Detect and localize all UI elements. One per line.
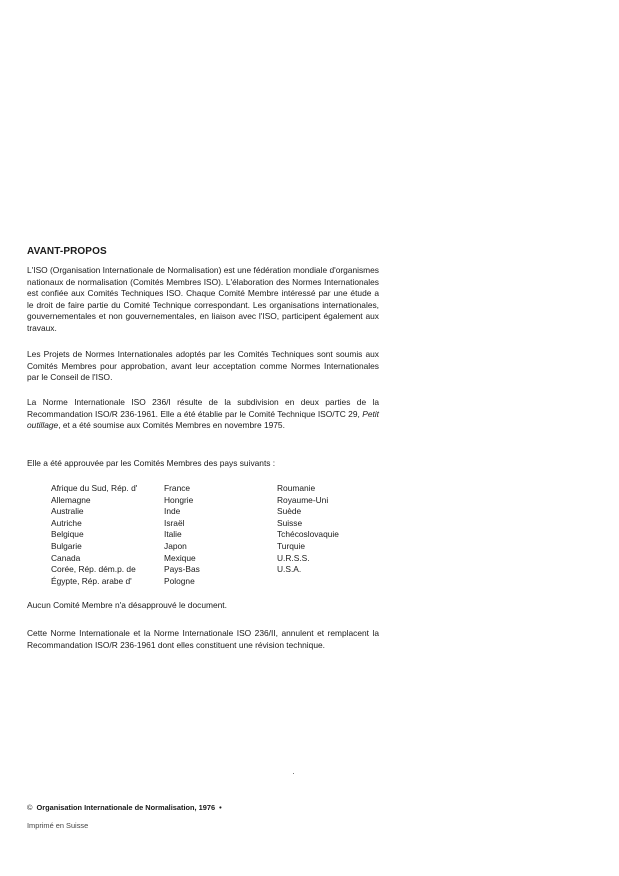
country-item: Israël <box>164 517 185 528</box>
section-heading: AVANT-PROPOS <box>27 246 107 257</box>
country-item: Tchécoslovaquie <box>277 529 339 540</box>
country-item: Belgique <box>51 529 84 540</box>
country-column-2 <box>164 483 200 587</box>
country-item: U.R.S.S. <box>277 552 310 563</box>
country-item: Roumanie <box>277 483 316 493</box>
paragraph-draft-standards: Les Projets de Normes Internationales adoptés par les Comités Techniques sont soumis aux Comités Membres pour approbation, avant leur acceptation comme Normes Internationales par le Conseil de l'ISO. <box>27 349 379 383</box>
copyright-text: Organisation Internationale de Normalisation, 1976 <box>36 803 216 812</box>
paragraph-no-disapproval: Aucun Comité Membre n'a désapprouvé le document. <box>27 600 227 610</box>
copyright-symbol: © <box>27 803 33 812</box>
country-item: Afrique du Sud, Rép. d' <box>51 483 138 493</box>
country-item: Pologne <box>164 575 195 586</box>
paragraph-approval-intro: Elle a été approuvée par les Comités Membres des pays suivants : <box>27 458 276 468</box>
country-item: Allemagne <box>51 494 91 505</box>
paragraph-standard-origin-text-end: , et a été soumise aux Comités Membres en novembre 1975. <box>58 420 285 431</box>
country-item: Autriche <box>51 517 82 528</box>
country-item: Bulgarie <box>51 540 82 551</box>
paragraph-standard-origin <box>27 397 379 432</box>
paragraph-standard-origin-text: La Norme Internationale ISO 236/I résulte de la subdivision en deux parties de la Recommandation ISO/R 236-1961. Elle a été établie par le Comité Technique ISO/TC 29, <box>27 397 379 419</box>
country-column-1 <box>51 483 137 587</box>
country-item: Pays-Bas <box>164 564 200 575</box>
paragraph-replacement-note: Cette Norme Internationale et la Norme Internationale ISO 236/II, annulent et remplacent la Recommandation ISO/R 236-1961 dont elles constituent une révision technique. <box>27 628 379 650</box>
country-item: U.S.A. <box>277 564 302 575</box>
country-item: Suisse <box>277 517 303 528</box>
country-item: Royaume-Uni <box>277 494 329 505</box>
scan-speck <box>293 773 294 774</box>
committee-title: Petit outillage <box>27 408 379 431</box>
printed-in-note: Imprimé en Suisse <box>27 821 89 830</box>
country-item: Suède <box>277 506 302 517</box>
country-item: Canada <box>51 552 81 563</box>
country-item: Italie <box>164 529 182 540</box>
country-item: Inde <box>164 506 181 517</box>
bullet-icon: • <box>219 803 222 812</box>
country-column-3 <box>277 483 339 576</box>
country-item: Australie <box>51 506 84 517</box>
country-item: Japon <box>164 540 187 551</box>
copyright-line <box>27 803 222 812</box>
country-item: Égypte, Rép. arabe d' <box>51 575 132 586</box>
country-item: Corée, Rép. dém.p. de <box>51 564 136 575</box>
country-item: Turquie <box>277 540 306 551</box>
country-item: France <box>164 483 191 493</box>
paragraph-iso-intro: L'ISO (Organisation Internationale de Normalisation) est une fédération mondiale d'organismes nationaux de normalisation (Comités Membres ISO). L'élaboration des Normes Internationales est confiée aux Comités Techniques ISO. Chaque Comité Membre intéressé par une étude a le droit de faire partie du Comité Technique correspondant. Les organisations internationales, gouvernementales et non gouvernementales, en liaison avec l'ISO, participent également aux travaux. <box>27 265 379 333</box>
country-item: Hongrie <box>164 494 194 505</box>
country-item: Mexique <box>164 552 196 563</box>
